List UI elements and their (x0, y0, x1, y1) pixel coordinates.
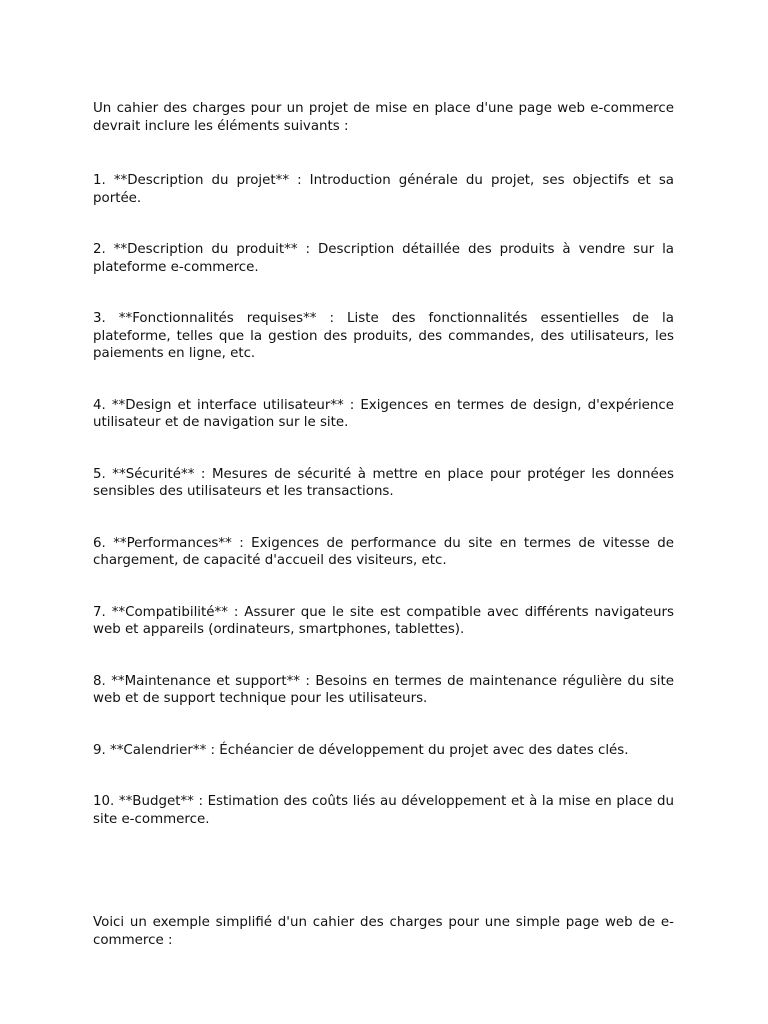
list-item-design: 4. **Design et interface utilisateur** : Exigences en termes de design, d'expérience utilisateur et de navigation sur le site. (93, 397, 674, 430)
list-item-compatibilite: 7. **Compatibilité** : Assurer que le site est compatible avec différents navigateurs web et appareils (ordinateurs, smartphones, tablettes). (93, 604, 674, 637)
list-item-maintenance: 8. **Maintenance et support** : Besoins en termes de maintenance régulière du site web et de support technique pour les utilisateurs. (93, 673, 674, 706)
list-item-description-projet: 1. **Description du projet** : Introduction générale du projet, ses objectifs et sa portée. (93, 173, 674, 206)
list-item-calendrier: 9. **Calendrier** : Échéancier de développement du projet avec des dates clés. (93, 742, 629, 758)
list-item-budget: 10. **Budget** : Estimation des coûts liés au développement et à la mise en place du site e-commerce. (93, 794, 674, 827)
list-item-description-produit: 2. **Description du produit** : Description détaillée des produits à vendre sur la plateforme e-commerce. (93, 242, 674, 275)
list-item-performances: 6. **Performances** : Exigences de performance du site en termes de vitesse de chargement, de capacité d'accueil des visiteurs, etc. (93, 535, 674, 568)
list-item-securite: 5. **Sécurité** : Mesures de sécurité à mettre en place pour protéger les données sensibles des utilisateurs et les transactions. (93, 466, 674, 499)
list-item-fonctionnalites: 3. **Fonctionnalités requises** : Liste des fonctionnalités essentielles de la plateforme, telles que la gestion des produits, des commandes, des utilisateurs, les paiements en ligne, etc. (93, 311, 674, 361)
intro-paragraph: Un cahier des charges pour un projet de mise en place d'une page web e-commerce devrait inclure les éléments suivants : (93, 101, 674, 134)
outro-paragraph: Voici un exemple simplifié d'un cahier des charges pour une simple page web de e-commerce : (93, 915, 674, 948)
document-page (93, 100, 674, 949)
